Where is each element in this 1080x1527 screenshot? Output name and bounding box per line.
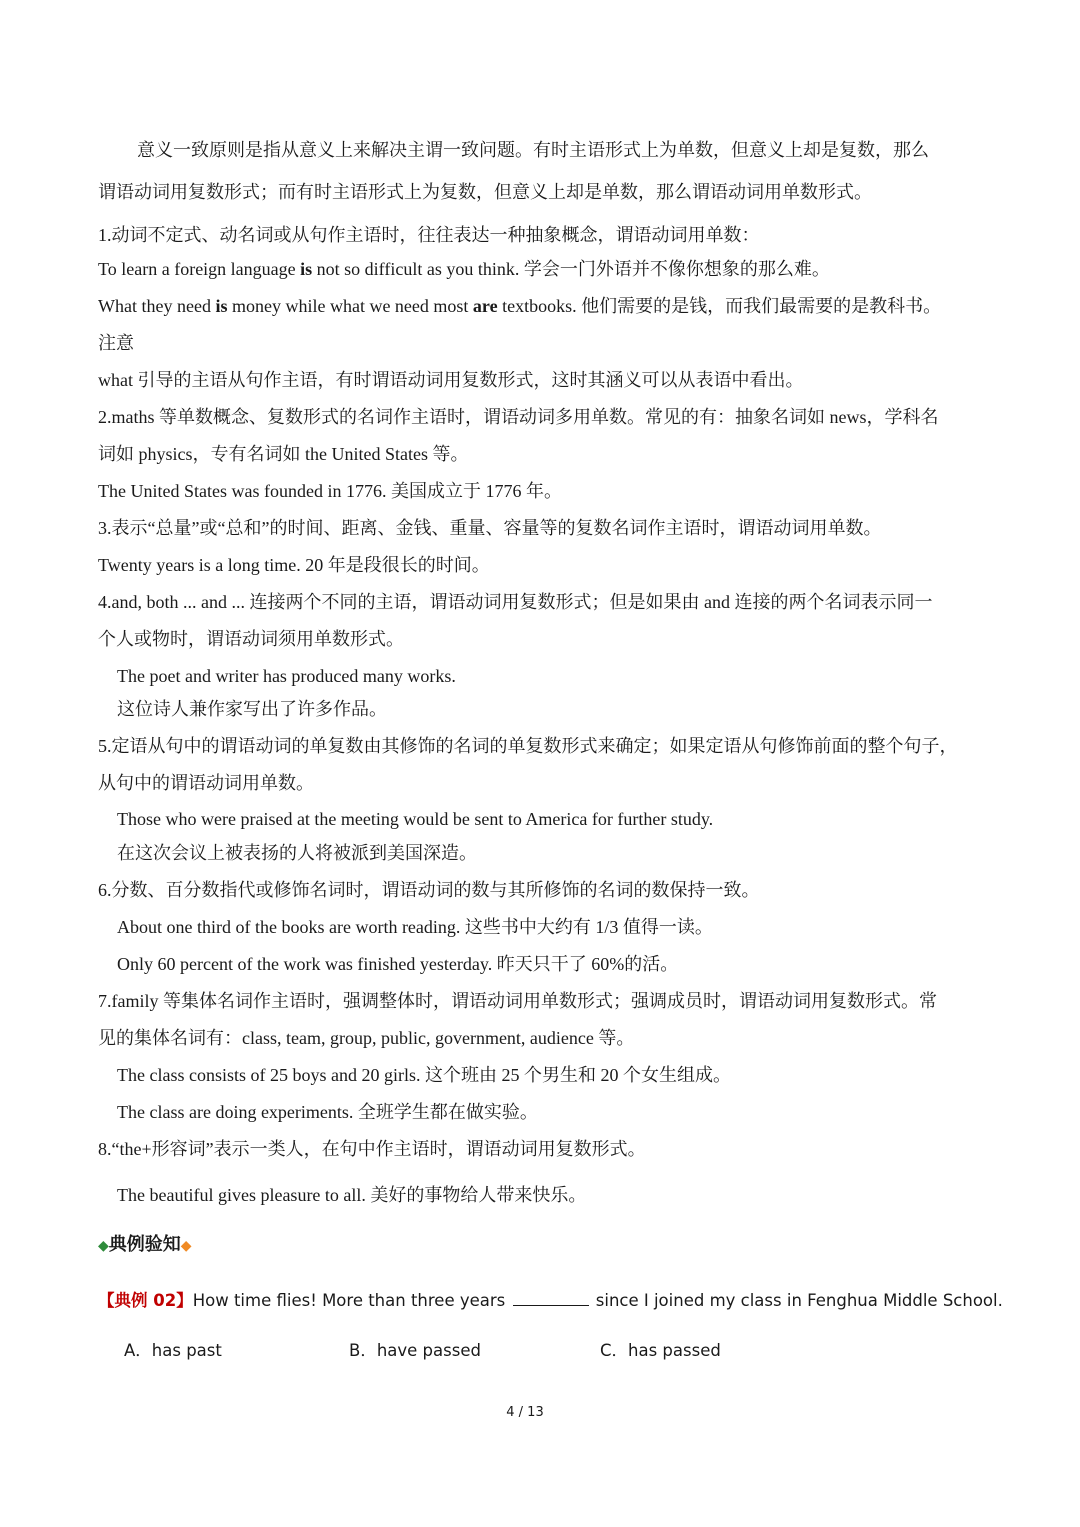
rule-7-line-2: 见的集体名词有：class, team, group, public, government, audience 等。 (98, 1028, 635, 1048)
rule-4-example-en: The poet and writer has produced many works. (117, 666, 456, 686)
section-title: 典例验知 (108, 1234, 181, 1255)
orange-diamond-icon: ◆ (180, 1238, 192, 1254)
rule-7-example-2: The class are doing experiments. 全班学生都在做实验。 (117, 1102, 538, 1122)
rule-3-example: Twenty years is a long time. 20 年是段很长的时间。 (98, 555, 490, 575)
rule-5-example-cn: 在这次会议上被表扬的人将被派到美国深造。 (117, 843, 477, 863)
rule-1-title: 1.动词不定式、动名词或从句作主语时，往往表达一种抽象概念，谓语动词用单数： (98, 225, 760, 245)
rule-7-line-1: 7.family 等集体名词作主语时，强调整体时，谓语动词用单数形式；强调成员时，谓语动词用复数形式。常 (98, 991, 937, 1011)
intro-line-1: 意义一致原则是指从意义上来解决主谓一致问题。有时主语形式上为单数，但意义上却是复数，那么 (137, 140, 929, 160)
section-heading (98, 1232, 192, 1259)
rule-1-example-2: What they need is money while what we need most are textbooks. 他们需要的是钱，而我们最需要的是教科书。 (98, 296, 942, 316)
rule-4-example-cn: 这位诗人兼作家写出了许多作品。 (117, 699, 387, 719)
intro-line-2: 谓语动词用复数形式；而有时主语形式上为复数，但意义上却是单数，那么谓语动词用单数形式。 (98, 182, 872, 202)
page-number: 4 / 13 (506, 1405, 544, 1420)
note-text: what 引导的主语从句作主语，有时谓语动词用复数形式，这时其涵义可以从表语中看出。 (98, 370, 804, 390)
example-tag: 【典例 02】 (98, 1291, 193, 1310)
rule-2-line-2: 词如 physics，专有名词如 the United States 等。 (98, 444, 469, 464)
rule-6-example-2: Only 60 percent of the work was finished yesterday. 昨天只干了 60%的活。 (117, 954, 679, 974)
option-c: C．has passed (600, 1341, 721, 1360)
rule-5-line-1: 5.定语从句中的谓语动词的单复数由其修饰的名词的单复数形式来确定；如果定语从句修饰前面的整个句子， (98, 736, 958, 756)
rule-8-line-1: 8.“the+形容词”表示一类人，在句中作主语时，谓语动词用复数形式。 (98, 1139, 646, 1159)
rule-6-line-1: 6.分数、百分数指代或修饰名词时，谓语动词的数与其所修饰的名词的数保持一致。 (98, 880, 760, 900)
rule-5-example-en: Those who were praised at the meeting would be sent to America for further study. (117, 809, 714, 829)
rule-8-example: The beautiful gives pleasure to all. 美好的事物给人带来快乐。 (117, 1185, 587, 1205)
rule-1-example-1: To learn a foreign language is not so difficult as you think. 学会一门外语并不像你想象的那么难。 (98, 259, 830, 279)
rule-6-example-1: About one third of the books are worth reading. 这些书中大约有 1/3 值得一读。 (117, 917, 713, 937)
rule-2-example: The United States was founded in 1776. 美国成立于 1776 年。 (98, 481, 562, 501)
rule-5-line-2: 从句中的谓语动词用单数。 (98, 773, 314, 793)
rule-7-example-1: The class consists of 25 boys and 20 girls. 这个班由 25 个男生和 20 个女生组成。 (117, 1065, 731, 1085)
green-diamond-icon: ◆ (98, 1238, 109, 1254)
rule-3-line-1: 3.表示“总量”或“总和”的时间、距离、金钱、重量、容量等的复数名词作主语时，谓语动词用单数。 (98, 518, 882, 538)
rule-4-line-2: 个人或物时，谓语动词须用单数形式。 (98, 629, 404, 649)
option-b: B．have passed (349, 1341, 481, 1360)
rule-2-line-1: 2.maths 等单数概念、复数形式的名词作主语时，谓语动词多用单数。常见的有：抽象名词如 news，学科名 (98, 407, 939, 427)
answer-blank (513, 1289, 589, 1306)
option-a: A．has past (124, 1341, 222, 1360)
note-label: 注意 (98, 333, 134, 353)
example-question: 【典例 02】How time flies! More than three years since I joined my class in Fenghua Middle School. (98, 1291, 1003, 1310)
rule-4-line-1: 4.and, both ... and ... 连接两个不同的主语，谓语动词用复数形式；但是如果由 and 连接的两个名词表示同一 (98, 592, 933, 612)
